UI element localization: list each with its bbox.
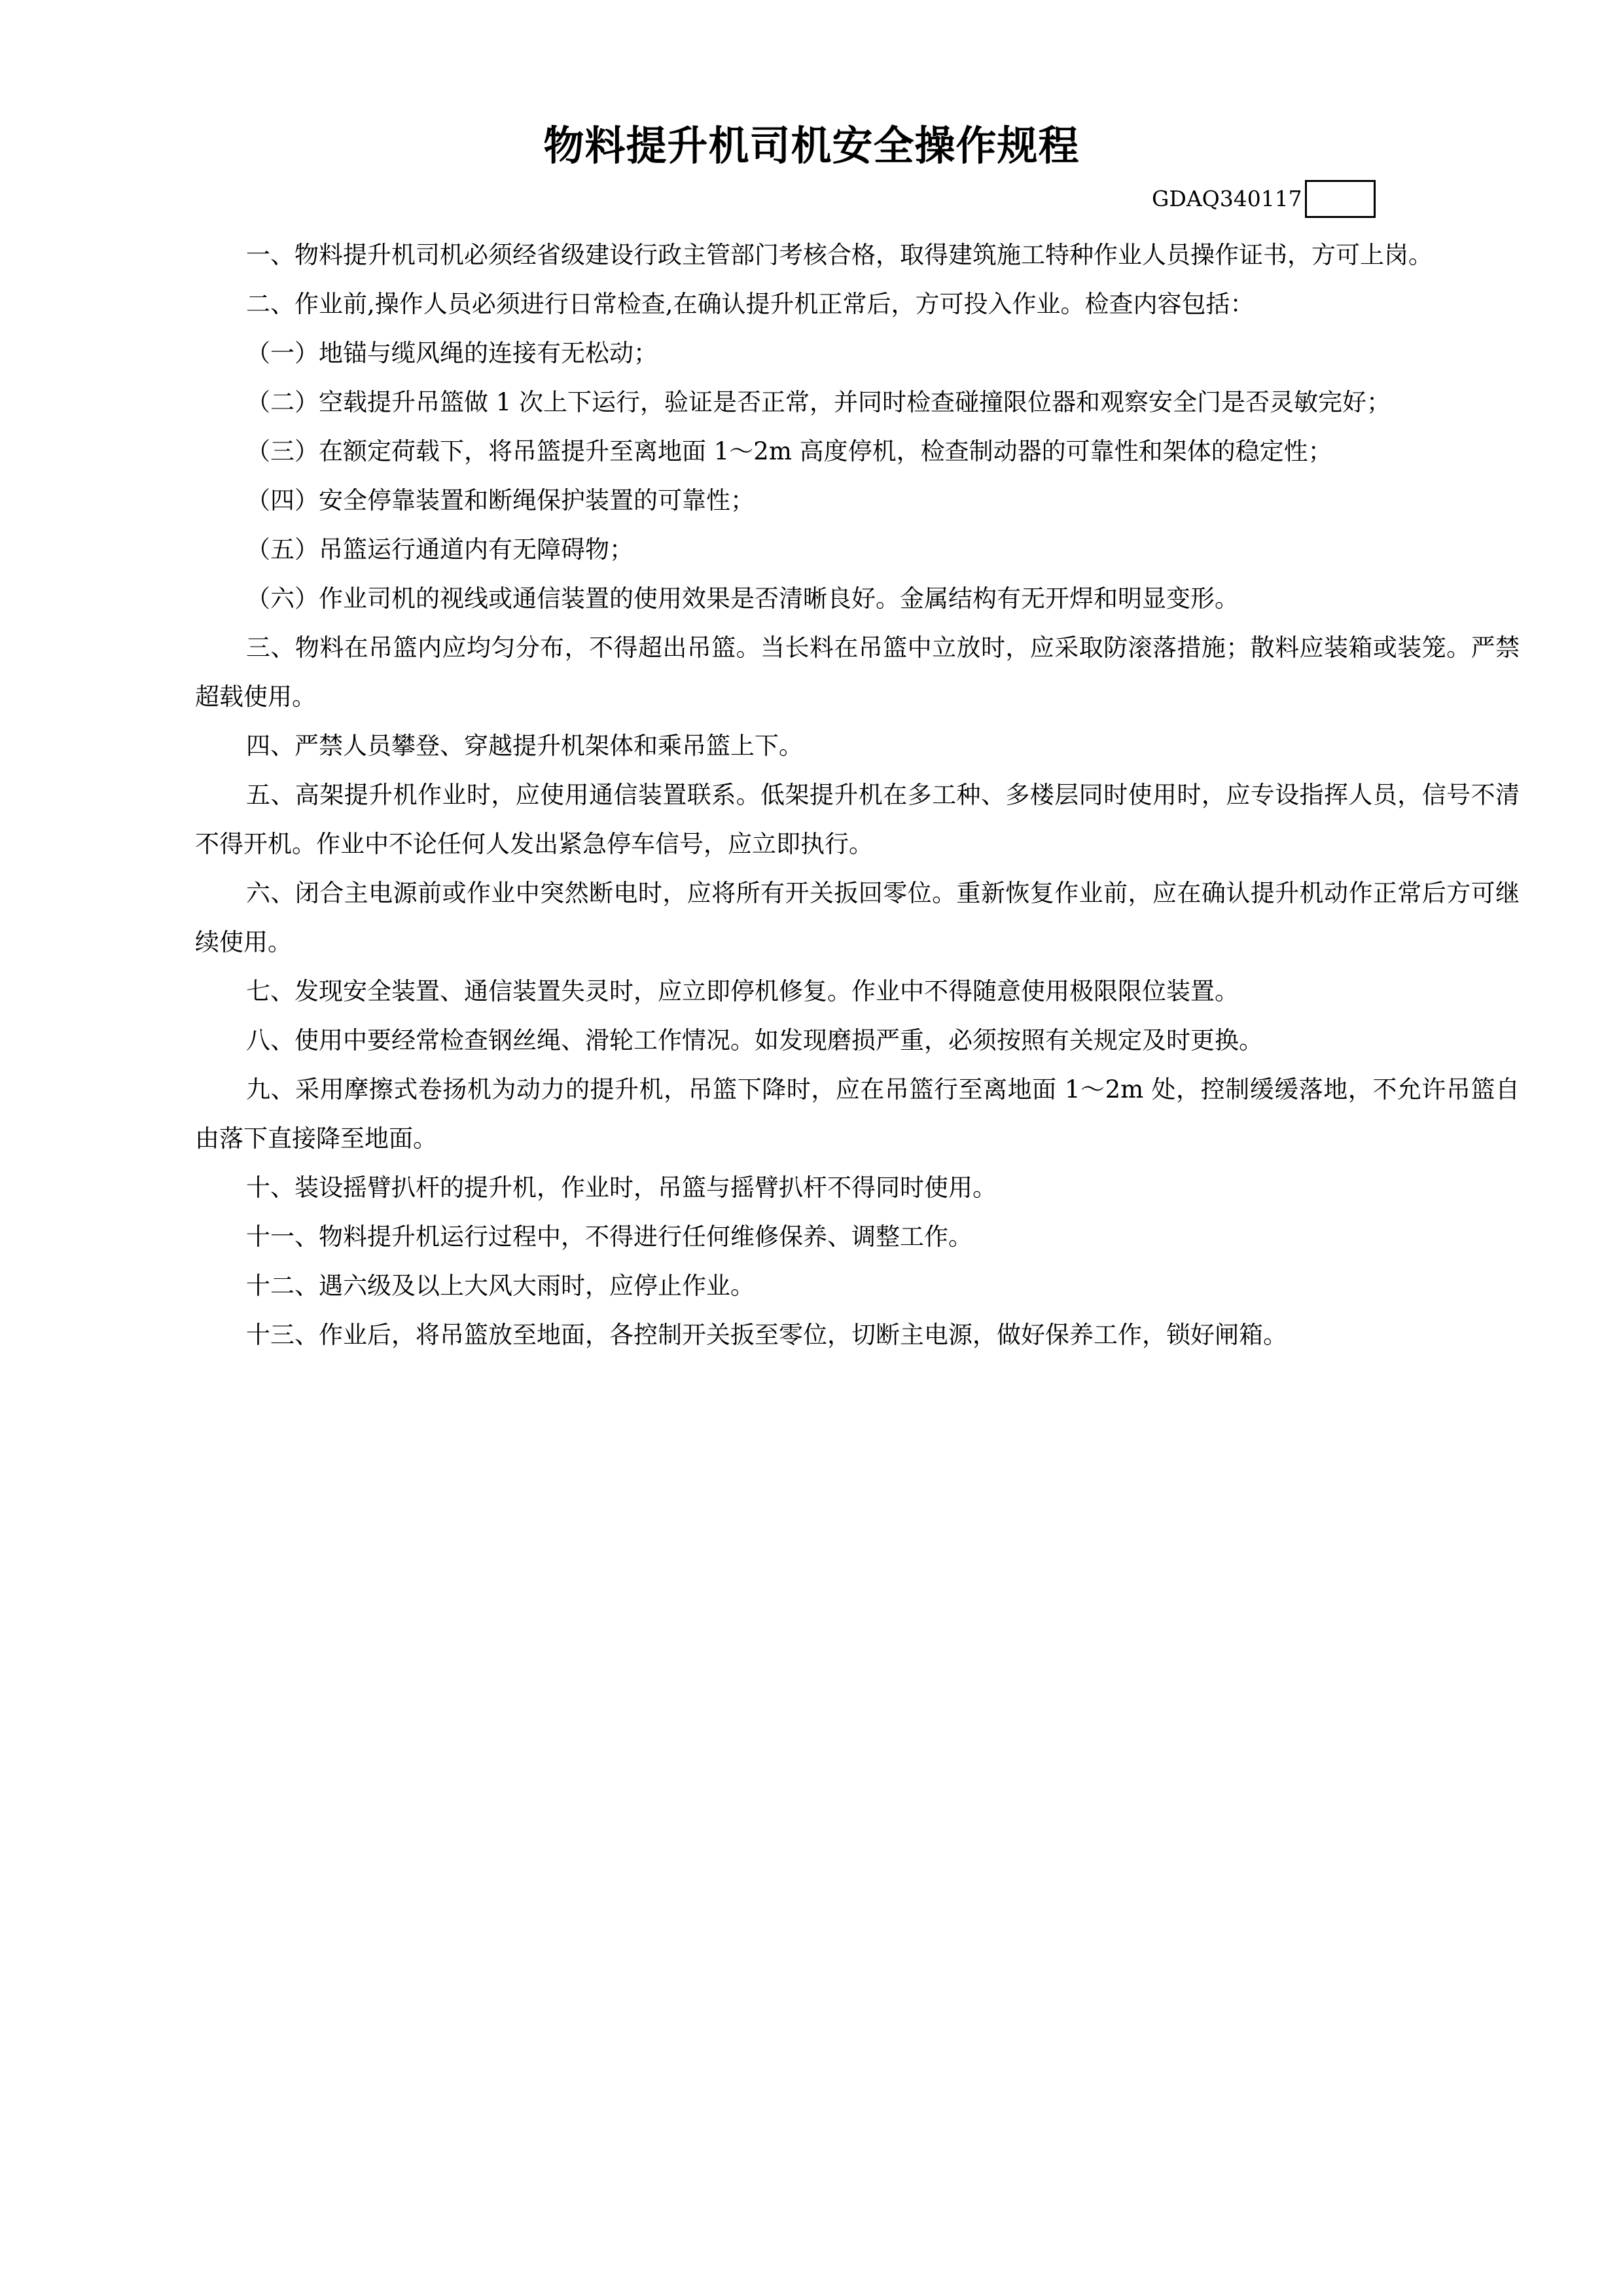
paragraph-17: 十一、物料提升机运行过程中，不得进行任何维修保养、调整工作。 bbox=[246, 1223, 972, 1251]
paragraph-8: （六）作业司机的视线或通信装置的使用效果是否清晰良好。金属结构有无开焊和明显变形。 bbox=[246, 584, 1239, 613]
page-title: 物料提升机司机安全操作规程 bbox=[543, 122, 1080, 170]
paragraph-10: 四、严禁人员攀登、穿越提升机架体和乘吊篮上下。 bbox=[246, 732, 803, 760]
paragraph-2: 二、作业前,操作人员必须进行日常检查,在确认提升机正常后，方可投入作业。检查内容包括： bbox=[246, 290, 1255, 318]
paragraph-16: 十、装设摇臂扒杆的提升机，作业时，吊篮与摇臂扒杆不得同时使用。 bbox=[246, 1174, 997, 1202]
paragraph-3: （一）地锚与缆风绳的连接有无松动； bbox=[246, 339, 658, 367]
document-code: GDAQ340117 bbox=[1152, 186, 1302, 211]
paragraph-19: 十三、作业后，将吊篮放至地面，各控制开关扳至零位，切断主电源，做好保养工作，锁好闸箱。 bbox=[246, 1321, 1287, 1349]
paragraph-6: （四）安全停靠装置和断绳保护装置的可靠性； bbox=[246, 486, 755, 514]
paragraph-7: （五）吊篮运行通道内有无障碍物； bbox=[246, 535, 633, 564]
document-code-row bbox=[1152, 178, 1376, 220]
paragraph-18: 十二、遇六级及以上大风大雨时，应停止作业。 bbox=[246, 1272, 755, 1300]
paragraph-11: 五、高架提升机作业时，应使用通信装置联系。低架提升机在多工种、多楼层同时使用时，应专设指挥人员，信号不清不得开机。作业中不论任何人发出紧急停车信号，应立即执行。 bbox=[195, 781, 1520, 858]
document-body bbox=[195, 230, 1520, 1359]
paragraph-12: 六、闭合主电源前或作业中突然断电时，应将所有开关扳回零位。重新恢复作业前，应在确认提升机动作正常后方可继续使用。 bbox=[195, 879, 1520, 956]
paragraph-15: 九、采用摩擦式卷扬机为动力的提升机，吊篮下降时，应在吊篮行至离地面 1～2m 处，控制缓缓落地，不允许吊篮自由落下直接降至地面。 bbox=[195, 1075, 1520, 1153]
paragraph-5: （三）在额定荷载下，将吊篮提升至离地面 1～2m 高度停机，检查制动器的可靠性和架体的稳定性； bbox=[246, 437, 1332, 465]
paragraph-13: 七、发现安全装置、通信装置失灵时，应立即停机修复。作业中不得随意使用极限限位装置。 bbox=[246, 977, 1239, 1005]
paragraph-14: 八、使用中要经常检查钢丝绳、滑轮工作情况。如发现磨损严重，必须按照有关规定及时更换。 bbox=[246, 1026, 1263, 1054]
paragraph-4: （二）空载提升吊篮做 1 次上下运行，验证是否正常，并同时检查碰撞限位器和观察安全门是否灵敏完好； bbox=[246, 388, 1391, 416]
paragraph-1: 一、物料提升机司机必须经省级建设行政主管部门考核合格，取得建筑施工特种作业人员操作证书，方可上岗。 bbox=[246, 241, 1433, 269]
paragraph-9: 三、物料在吊篮内应均匀分布，不得超出吊篮。当长料在吊篮中立放时，应采取防滚落措施；散料应装箱或装笼。严禁超载使用。 bbox=[195, 634, 1520, 711]
code-suffix-box bbox=[1305, 180, 1376, 218]
